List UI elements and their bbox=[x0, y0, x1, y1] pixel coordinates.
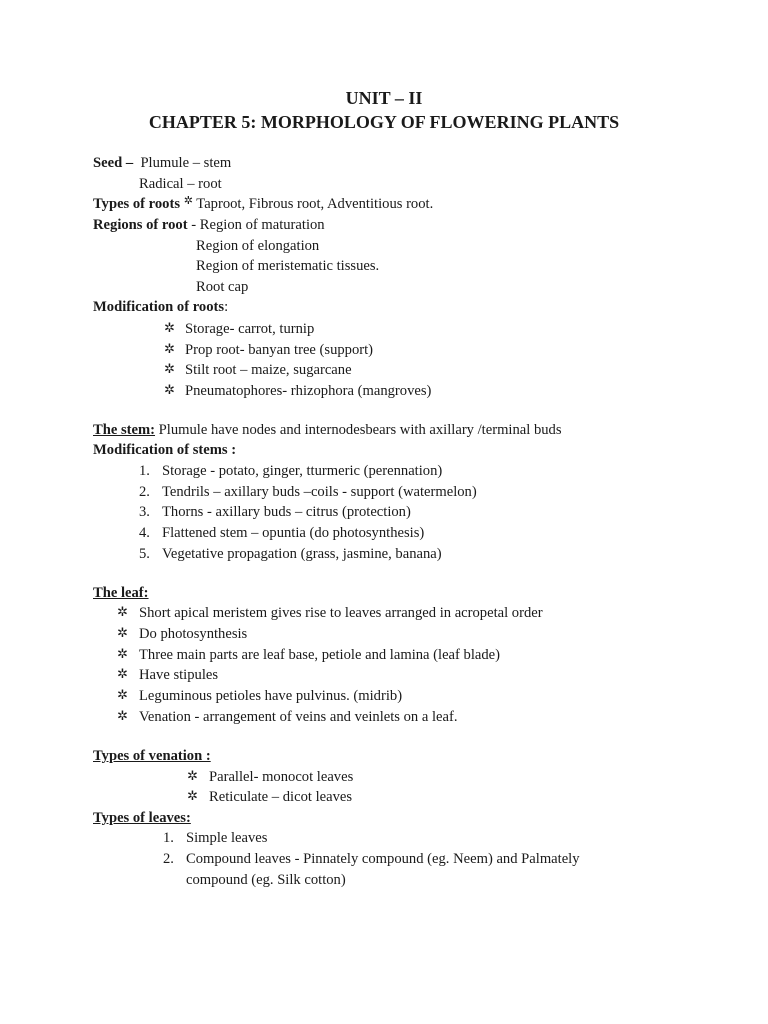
stem-text: Plumule have nodes and internodesbears with axillary /terminal buds bbox=[158, 422, 562, 438]
stem-label: The stem: bbox=[93, 422, 156, 438]
region-item: Region of elongation bbox=[196, 238, 320, 254]
seed-radical: Radical – root bbox=[139, 176, 222, 192]
asterisk-bullet-icon: ✲ bbox=[164, 382, 175, 397]
asterisk-bullet-icon: ✲ bbox=[117, 625, 128, 640]
list-item: Do photosynthesis bbox=[139, 626, 248, 642]
asterisk-bullet-icon: ✲ bbox=[117, 646, 128, 661]
list-item: Have stipules bbox=[139, 667, 219, 683]
list-number: 2. bbox=[163, 851, 174, 867]
list-item: Storage - potato, ginger, tturmeric (perennation) bbox=[162, 463, 443, 479]
list-item: Storage- carrot, turnip bbox=[185, 321, 315, 337]
asterisk-bullet-icon: ✲ bbox=[187, 768, 198, 783]
asterisk-bullet-icon: ✲ bbox=[164, 361, 175, 376]
stem-line bbox=[93, 421, 562, 439]
list-number: 2. bbox=[139, 484, 150, 500]
colon: : bbox=[224, 299, 229, 315]
asterisk-bullet-icon: ✲ bbox=[183, 195, 193, 207]
seed-label: Seed – bbox=[93, 155, 134, 171]
list-number: 4. bbox=[139, 525, 150, 541]
list-item: Short apical meristem gives rise to leaves arranged in acropetal order bbox=[139, 605, 543, 621]
list-item: Reticulate – dicot leaves bbox=[209, 789, 353, 805]
list-item: Leguminous petioles have pulvinus. (midrib) bbox=[139, 688, 403, 704]
types-of-roots-label: Types of roots bbox=[93, 196, 181, 212]
asterisk-bullet-icon: ✲ bbox=[164, 341, 175, 356]
modification-of-stems-heading: Modification of stems : bbox=[93, 442, 237, 458]
list-item: Venation - arrangement of veins and veinlets on a leaf. bbox=[139, 709, 458, 725]
list-item: Parallel- monocot leaves bbox=[209, 769, 354, 785]
leaf-heading: The leaf: bbox=[93, 585, 149, 601]
list-item: Compound leaves - Pinnately compound (eg. Neem) and Palmately bbox=[186, 851, 580, 867]
asterisk-bullet-icon: ✲ bbox=[164, 320, 175, 335]
region-item: Region of meristematic tissues. bbox=[196, 258, 380, 274]
list-item: Three main parts are leaf base, petiole and lamina (leaf blade) bbox=[139, 647, 501, 663]
types-of-venation-heading: Types of venation : bbox=[93, 748, 211, 764]
asterisk-bullet-icon: ✲ bbox=[117, 687, 128, 702]
list-item: Simple leaves bbox=[186, 830, 268, 846]
list-number: 3. bbox=[139, 504, 150, 520]
modification-of-roots-label: Modification of roots bbox=[93, 299, 225, 315]
regions-of-root-first: - Region of maturation bbox=[191, 217, 325, 233]
list-number: 1. bbox=[163, 830, 174, 846]
list-item: Stilt root – maize, sugarcane bbox=[185, 362, 352, 378]
list-item: Thorns - axillary buds – citrus (protection) bbox=[162, 504, 411, 520]
modification-of-roots-heading bbox=[93, 298, 228, 316]
seed-plumule: Plumule – stem bbox=[140, 155, 232, 171]
types-of-roots-line bbox=[93, 195, 433, 214]
types-of-leaves-heading: Types of leaves: bbox=[93, 810, 191, 826]
asterisk-bullet-icon: ✲ bbox=[187, 788, 198, 803]
list-item: Vegetative propagation (grass, jasmine, banana) bbox=[162, 546, 442, 562]
list-number: 1. bbox=[139, 463, 150, 479]
list-number: 5. bbox=[139, 546, 150, 562]
asterisk-bullet-icon: ✲ bbox=[117, 604, 128, 619]
list-item: Prop root- banyan tree (support) bbox=[185, 342, 374, 358]
asterisk-bullet-icon: ✲ bbox=[117, 666, 128, 681]
region-item: Root cap bbox=[196, 279, 249, 295]
list-item: Flattened stem – opuntia (do photosynthesis) bbox=[162, 525, 425, 541]
list-item-continuation: compound (eg. Silk cotton) bbox=[186, 872, 346, 888]
list-item: Pneumatophores- rhizophora (mangroves) bbox=[185, 383, 432, 399]
regions-of-root-line bbox=[93, 216, 325, 234]
list-item: Tendrils – axillary buds –coils - support (watermelon) bbox=[162, 484, 477, 500]
types-of-roots-text: Taproot, Fibrous root, Adventitious root. bbox=[196, 196, 434, 212]
unit-heading: UNIT – II bbox=[345, 88, 423, 108]
regions-of-root-label: Regions of root bbox=[93, 217, 188, 233]
chapter-heading: CHAPTER 5: MORPHOLOGY OF FLOWERING PLANTS bbox=[148, 112, 620, 132]
asterisk-bullet-icon: ✲ bbox=[117, 708, 128, 723]
seed-line bbox=[93, 154, 231, 172]
